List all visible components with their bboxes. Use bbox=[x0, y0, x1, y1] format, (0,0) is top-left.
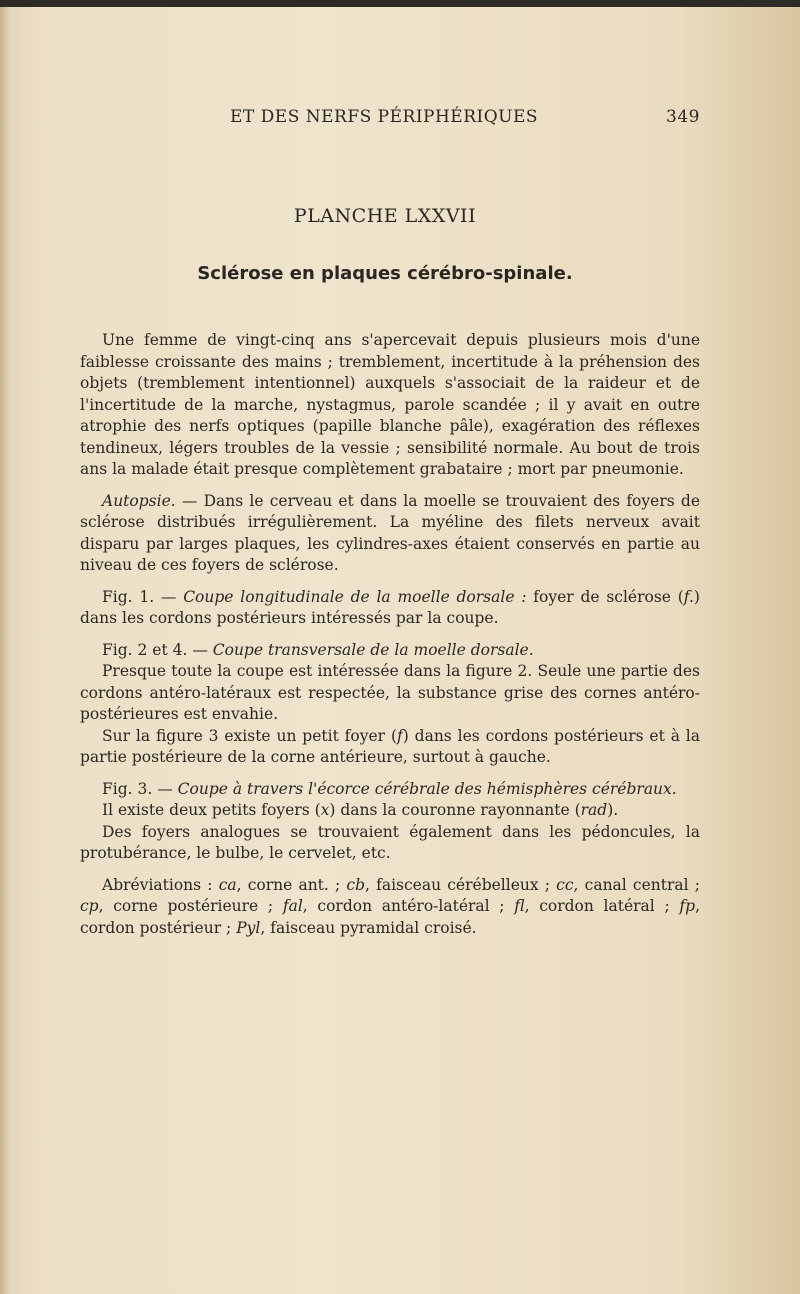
abbr-cp: cp bbox=[80, 897, 99, 915]
page-number: 349 bbox=[666, 107, 700, 127]
fig1-caption: Coupe longitudinale de la moelle dorsale : bbox=[183, 587, 527, 606]
abbr-cc-text: , canal central ; bbox=[573, 875, 700, 894]
running-title: ET DES NERFS PÉRIPHÉRIQUES bbox=[230, 107, 539, 127]
abbr-fal: fal bbox=[282, 897, 303, 915]
fig3-heading bbox=[80, 779, 700, 801]
abbr-cp-text: , corne postérieure ; bbox=[98, 897, 283, 915]
abbr-ca: ca bbox=[218, 875, 237, 894]
case-paragraph: Une femme de vingt-cinq ans s'apercevait depuis plusieurs mois d'une faiblesse croissante des mains ; tremblement, incertitude à la préhension des objets (tremblement intentionnel) auxquels s'associait de la raideur et de l'incertitude de la marche, nystagmus, parole scandée ; il y avait en outre atrophie des nerfs optiques (papille blanche pâle), exagération des réflexes tendineux, légers troubles de la vessie ; sensibilité normale. Au bout de trois ans la malade était presque complètement grabataire ; mort par pneumonie. bbox=[80, 331, 700, 478]
fig1-label-f: f. bbox=[683, 587, 694, 606]
abbr-intro: Abréviations : bbox=[102, 875, 219, 894]
fig24-prefix: Fig. 2 et 4. — bbox=[102, 640, 213, 659]
fig3-text-a: Il existe deux petits foyers ( bbox=[102, 801, 321, 819]
abbr-fp-text: , cordon postérieur ; bbox=[80, 897, 700, 937]
fig1-text-b: ) dans les cordons postérieurs intéressés par la coupe. bbox=[80, 587, 700, 627]
abbreviations-paragraph bbox=[80, 875, 700, 940]
fig1-text-a: foyer de sclérose ( bbox=[526, 587, 684, 606]
abbr-pyl-text: , faisceau pyramidal croisé. bbox=[260, 918, 477, 937]
fig24-label-f: f bbox=[397, 726, 403, 745]
fig3-paragraph-2: Des foyers analogues se trouvaient également dans les pédoncules, la protubérance, le bulbe, le cervelet, etc. bbox=[80, 822, 700, 862]
body-text bbox=[80, 330, 700, 949]
fig3-caption: Coupe à travers l'écorce cérébrale des hémisphères cérébraux. bbox=[177, 779, 677, 798]
fig24-heading bbox=[80, 640, 700, 662]
abbr-fal-text: , cordon antéro-latéral ; bbox=[302, 897, 515, 915]
abbr-fl-text: , cordon latéral ; bbox=[524, 897, 680, 915]
fig1-prefix: Fig. 1. — bbox=[102, 587, 184, 606]
page-edge-shadow bbox=[0, 7, 10, 1294]
fig24-paragraph-1: Presque toute la coupe est intéressée dans la figure 2. Seule une partie des cordons antéro-latéraux est respectée, la substance grise des cornes antéro-postérieures est envahie. bbox=[80, 662, 700, 723]
abbr-fp: fp bbox=[679, 897, 696, 915]
autopsy-label: Autopsie. bbox=[102, 491, 176, 510]
fig3-text-b: ) dans la couronne rayonnante ( bbox=[329, 801, 581, 819]
abbr-cb: cb bbox=[346, 875, 366, 894]
plate-title: PLANCHE LXXVII bbox=[293, 205, 477, 227]
abbr-pyl: Pyl bbox=[236, 918, 261, 937]
fig3-prefix: Fig. 3. — bbox=[102, 779, 178, 798]
fig1-paragraph bbox=[80, 587, 700, 630]
abbr-ca-text: , corne ant. ; bbox=[236, 875, 347, 894]
fig24-text-a: Sur la figure 3 existe un petit foyer ( bbox=[102, 726, 397, 745]
fig3-label-x: x bbox=[320, 801, 330, 819]
plate-subtitle: Sclérose en plaques cérébro-spinale. bbox=[197, 263, 573, 284]
abbr-cc: cc bbox=[556, 875, 574, 894]
fig3-paragraph-1 bbox=[80, 800, 700, 822]
abbr-cb-text: , faisceau cérébelleux ; bbox=[365, 875, 557, 894]
abbr-fl: fl bbox=[514, 897, 525, 915]
fig24-paragraph-2 bbox=[80, 726, 700, 769]
autopsy-paragraph bbox=[80, 491, 700, 577]
autopsy-text: — Dans le cerveau et dans la moelle se trouvaient des foyers de sclérose distribués irrégulièrement. La myéline des filets nerveux avait disparu par larges plaques, les cylindres-axes étaient conservés en partie au niveau de ces foyers de sclérose. bbox=[80, 491, 700, 574]
fig3-label-rad: rad bbox=[580, 801, 608, 819]
fig3-text-c: ). bbox=[607, 801, 619, 819]
fig24-caption: Coupe transversale de la moelle dorsale. bbox=[212, 640, 534, 659]
fig24-text-b: ) dans les cordons postérieurs et à la partie postérieure de la corne antérieure, surtout à gauche. bbox=[80, 726, 700, 766]
running-header bbox=[80, 107, 700, 133]
